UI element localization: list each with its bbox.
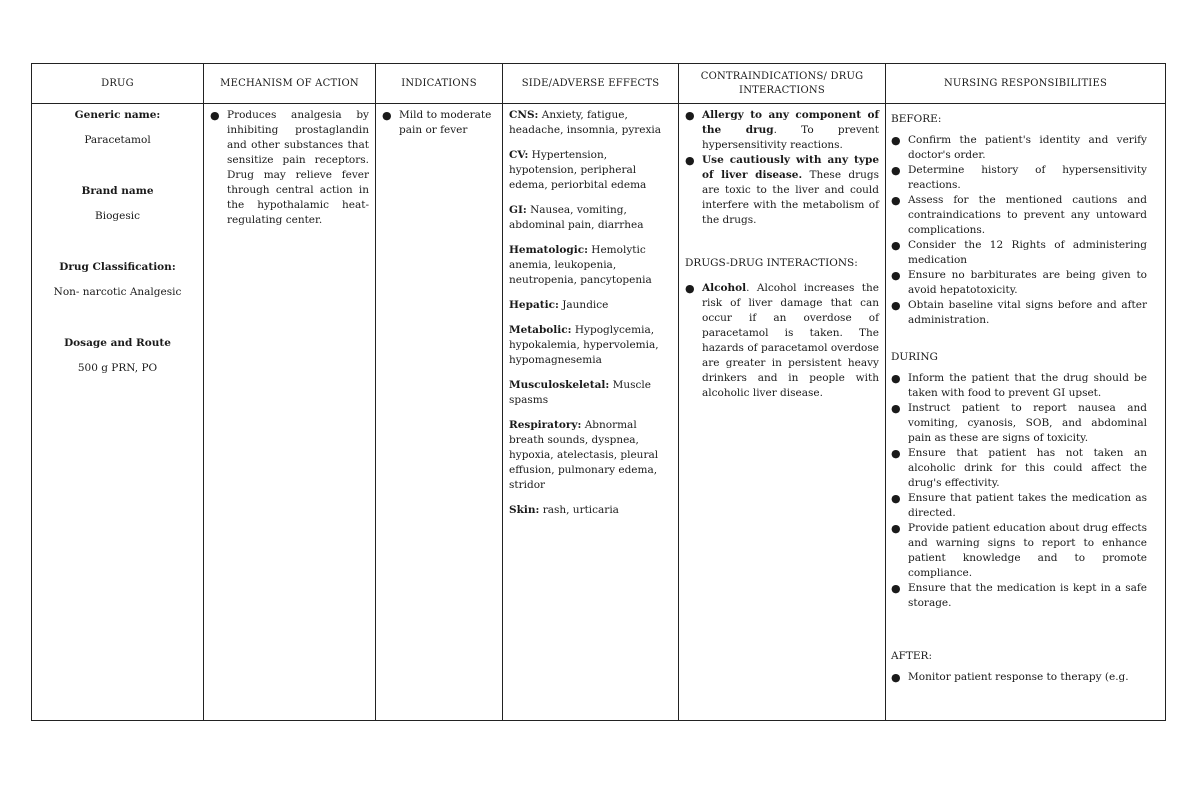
column-side-effects xyxy=(503,64,679,720)
side-effect-item xyxy=(509,108,672,138)
side-effects-list xyxy=(503,104,678,720)
nursing-item-text: Ensure no barbiturates are being given to avoid hepatotoxicity. xyxy=(908,269,1147,296)
contraindication-item-text: . To prevent hypersensitivity reactions. xyxy=(702,124,879,151)
header-nursing: NURSING RESPONSIBILITIES xyxy=(886,64,1165,104)
side-effect-item xyxy=(509,378,672,408)
side-effect-text: Anxiety, fatigue, headache, insomnia, pyrexia xyxy=(509,109,662,136)
nursing-item-text: Determine history of hypersensitivity reactions. xyxy=(908,164,1147,191)
side-effect-text: Nausea, vomiting, abdominal pain, diarrhea xyxy=(509,204,644,231)
mechanism-item xyxy=(210,108,369,228)
nursing-item xyxy=(891,491,1147,521)
drug-class-label: Drug Classification: xyxy=(59,261,176,273)
dosage-value: 500 g PRN, PO xyxy=(77,362,158,374)
nursing-item xyxy=(891,163,1147,193)
nursing-item xyxy=(891,446,1147,491)
nursing-item-text: Ensure that patient takes the medication as directed. xyxy=(908,492,1147,519)
generic-name-label: Generic name: xyxy=(74,109,161,121)
nursing-item xyxy=(891,193,1147,238)
side-effect-text: Hypoglycemia, hypokalemia, hypervolemia, hypomagnesemia xyxy=(509,324,659,366)
side-effect-text: Jaundice xyxy=(558,299,609,311)
indications-item xyxy=(382,108,496,138)
drug-class-value: Non- narcotic Analgesic xyxy=(53,286,182,298)
nursing-item-text: Instruct patient to report nausea and vomiting, cyanosis, SOB, and abdominal pain as these are signs of toxicity. xyxy=(908,402,1147,444)
bullet-icon: ● xyxy=(891,447,901,460)
generic-name-value: Paracetamol xyxy=(84,134,151,146)
bullet-icon: ● xyxy=(891,372,901,385)
nursing-item xyxy=(891,238,1147,268)
side-effect-label: CV: xyxy=(509,149,529,161)
nursing-item-text: Assess for the mentioned cautions and contraindications to prevent any untoward complications. xyxy=(908,194,1147,236)
interactions-title: DRUGS-DRUG INTERACTIONS: xyxy=(685,257,858,269)
bullet-icon: ● xyxy=(685,282,695,295)
during-title: DURING xyxy=(891,351,938,363)
bullet-icon: ● xyxy=(891,239,901,252)
bullet-icon: ● xyxy=(891,299,901,312)
side-effect-label: GI: xyxy=(509,204,527,216)
interaction-item-text: . Alcohol increases the risk of liver damage that can occur if an overdose of paracetamol is taken. The hazards of paracetamol overdose are greater in persistent heavy drinkers and in people with alcoholic liver disease. xyxy=(702,282,879,399)
during-list xyxy=(891,371,1147,611)
nursing-item xyxy=(891,268,1147,298)
bullet-icon: ● xyxy=(210,109,220,122)
contraindication-item-text: These drugs are toxic to the liver and could interfere with the metabolism of the drugs. xyxy=(702,169,879,226)
side-effect-text: Muscle spasms xyxy=(509,379,651,406)
nursing-item xyxy=(891,298,1147,328)
drug-info xyxy=(32,104,203,720)
indications-body xyxy=(376,104,502,720)
bullet-icon: ● xyxy=(891,402,901,415)
after-title: AFTER: xyxy=(891,650,932,662)
side-effect-item xyxy=(509,298,672,313)
nursing-item-text: Obtain baseline vital signs before and after administration. xyxy=(908,299,1147,326)
side-effect-label: Skin: xyxy=(509,504,540,516)
side-effect-item xyxy=(509,148,672,193)
nursing-item-text: Inform the patient that the drug should be taken with food to prevent GI upset. xyxy=(908,372,1147,399)
contraindication-item xyxy=(685,153,879,228)
header-side-effects: SIDE/ADVERSE EFFECTS xyxy=(503,64,678,104)
drug-study-table xyxy=(31,63,1166,721)
header-indications: INDICATIONS xyxy=(376,64,502,104)
nursing-item-text: Ensure that patient has not taken an alcoholic drink for this could affect the drug's effectivity. xyxy=(908,447,1147,489)
brand-name-value: Biogesic xyxy=(95,210,140,222)
column-nursing xyxy=(886,64,1165,720)
before-list xyxy=(891,133,1147,328)
side-effect-text: Abnormal breath sounds, dyspnea, hypoxia, atelectasis, pleural effusion, pulmonary edema, stridor xyxy=(509,419,659,491)
bullet-icon: ● xyxy=(382,109,392,122)
side-effect-item xyxy=(509,418,672,493)
column-contraindications xyxy=(679,64,886,720)
bullet-icon: ● xyxy=(891,492,901,505)
contraindication-item-bold: Use cautiously with any type of liver disease. xyxy=(702,154,879,181)
side-effect-label: Respiratory: xyxy=(509,419,582,431)
interaction-item-bold: Alcohol xyxy=(702,282,747,294)
after-list xyxy=(891,670,1147,685)
indications-text: Mild to moderate pain or fever xyxy=(399,109,492,136)
bullet-icon: ● xyxy=(685,154,695,167)
side-effect-label: Musculoskeletal: xyxy=(509,379,610,391)
header-contraindications: CONTRAINDICATIONS/ DRUG INTERACTIONS xyxy=(679,64,885,104)
bullet-icon: ● xyxy=(891,522,901,535)
nursing-body xyxy=(886,104,1165,720)
dosage-label: Dosage and Route xyxy=(64,337,171,349)
bullet-icon: ● xyxy=(891,194,901,207)
side-effect-text: Hypertension, hypotension, peripheral edema, periorbital edema xyxy=(509,149,647,191)
nursing-item xyxy=(891,401,1147,446)
side-effect-label: CNS: xyxy=(509,109,539,121)
column-drug xyxy=(32,64,204,720)
mechanism-body xyxy=(204,104,375,720)
nursing-item xyxy=(891,670,1147,685)
side-effect-item xyxy=(509,203,672,233)
bullet-icon: ● xyxy=(891,134,901,147)
nursing-item xyxy=(891,581,1147,611)
nursing-item xyxy=(891,133,1147,163)
contraindication-item xyxy=(685,108,879,153)
side-effect-item xyxy=(509,503,672,518)
before-title: BEFORE: xyxy=(891,113,942,125)
contraindication-item-bold: Allergy to any component of the drug xyxy=(702,109,879,136)
side-effect-label: Hematologic: xyxy=(509,244,588,256)
nursing-item-text: Confirm the patient's identity and verify doctor's order. xyxy=(908,134,1147,161)
nursing-item xyxy=(891,371,1147,401)
interactions-list xyxy=(685,281,879,401)
contraindications-list xyxy=(685,108,879,228)
mechanism-text: Produces analgesia by inhibiting prostaglandin and other substances that sensitize pain receptors. Drug may relieve fever through central action in the hypothalamic heat-regulating center. xyxy=(227,109,369,226)
bullet-icon: ● xyxy=(891,582,901,595)
nursing-item-text: Monitor patient response to therapy (e.g. xyxy=(908,671,1129,683)
header-drug: DRUG xyxy=(32,64,203,104)
side-effect-text: rash, urticaria xyxy=(539,504,619,516)
contraindications-body xyxy=(679,104,885,720)
bullet-icon: ● xyxy=(891,164,901,177)
side-effect-label: Hepatic: xyxy=(509,299,559,311)
side-effect-text: Hemolytic anemia, leukopenia, neutropenia, pancytopenia xyxy=(509,244,652,286)
side-effect-label: Metabolic: xyxy=(509,324,572,336)
bullet-icon: ● xyxy=(891,671,901,684)
nursing-item xyxy=(891,521,1147,581)
nursing-item-text: Ensure that the medication is kept in a safe storage. xyxy=(908,582,1147,609)
nursing-item-text: Provide patient education about drug effects and warning signs to report to enhance patient knowledge and to promote compliance. xyxy=(908,522,1147,579)
interaction-item xyxy=(685,281,879,401)
column-indications xyxy=(376,64,503,720)
column-mechanism xyxy=(204,64,376,720)
nursing-item-text: Consider the 12 Rights of administering medication xyxy=(908,239,1147,266)
side-effect-item xyxy=(509,323,672,368)
bullet-icon: ● xyxy=(891,269,901,282)
side-effect-item xyxy=(509,243,672,288)
bullet-icon: ● xyxy=(685,109,695,122)
header-mechanism: MECHANISM OF ACTION xyxy=(204,64,375,104)
brand-name-label: Brand name xyxy=(81,185,154,197)
